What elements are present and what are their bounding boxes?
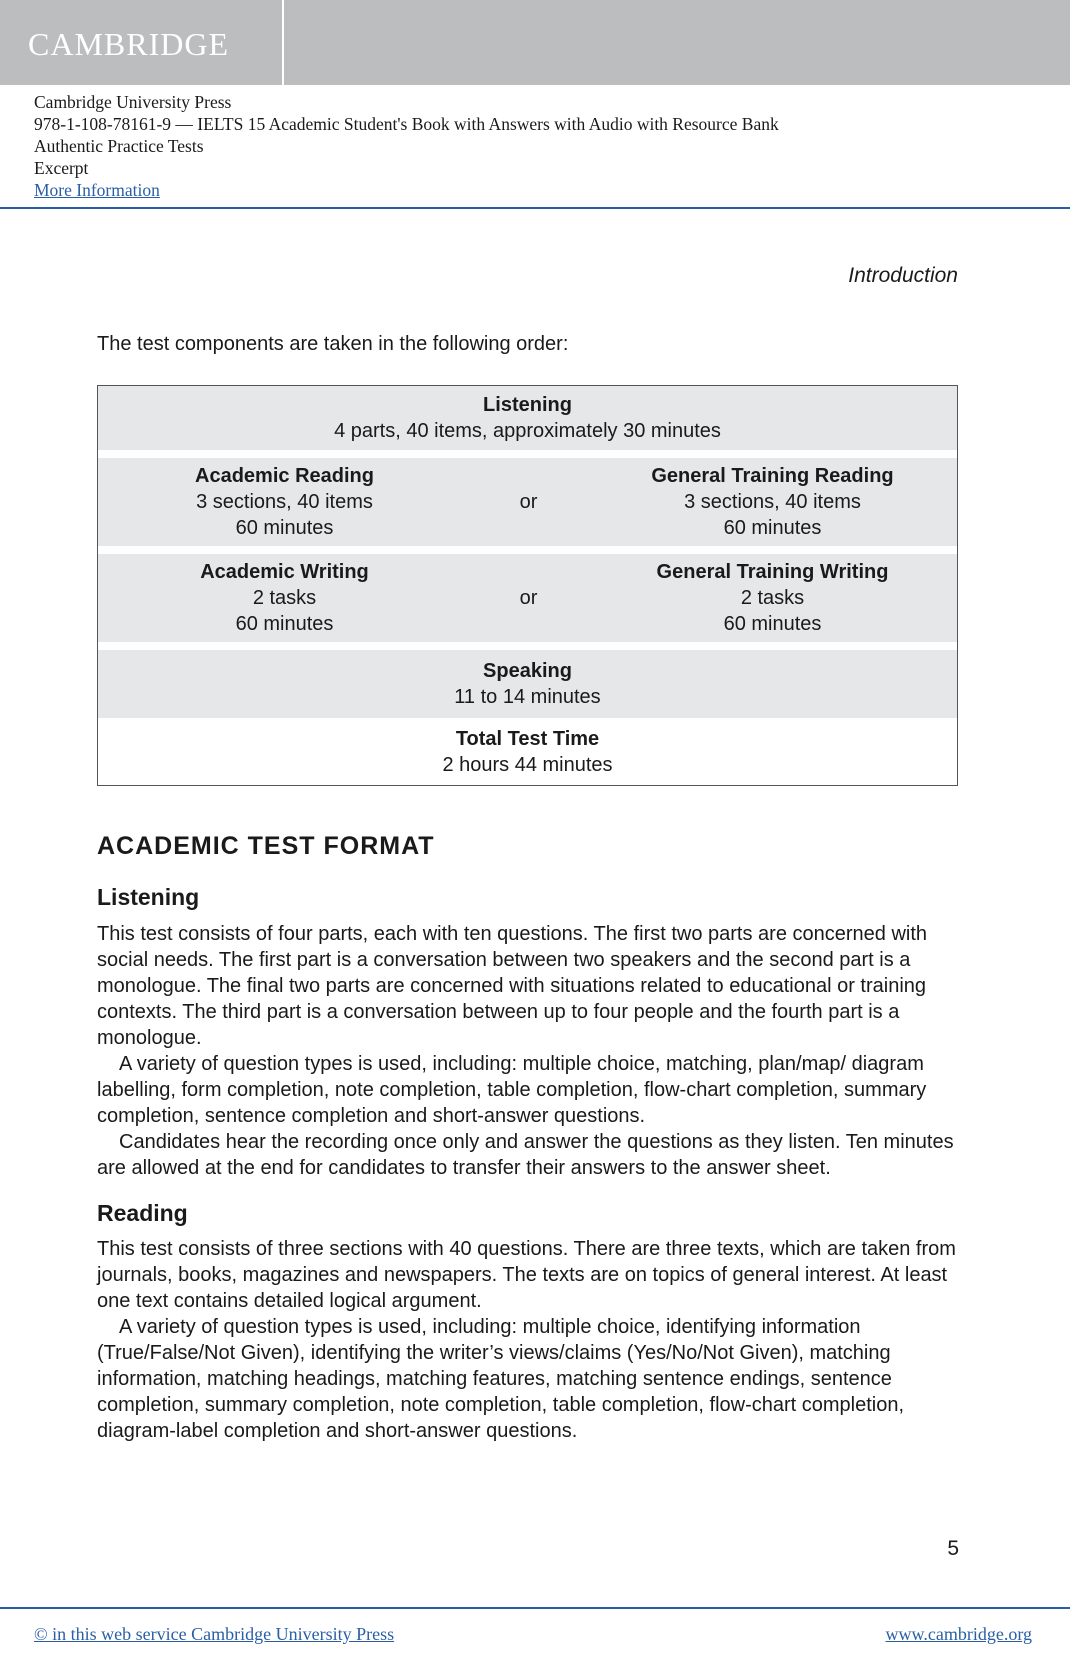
cambridge-logo: CAMBRIDGE	[28, 26, 230, 62]
book-metadata	[34, 91, 779, 201]
section-heading: ACADEMIC TEST FORMAT	[97, 832, 435, 860]
listening-detail: 4 parts, 40 items, approximately 30 minutes	[334, 420, 721, 442]
gt-reading-line2: 60 minutes	[723, 517, 822, 539]
running-head: Introduction	[848, 264, 958, 287]
more-information-link[interactable]: More Information	[34, 180, 160, 200]
table-row-writing	[98, 554, 957, 642]
total-title: Total Test Time	[455, 727, 600, 750]
page-number: 5	[947, 1537, 959, 1560]
reading-heading: Reading	[97, 1200, 188, 1226]
table-row-listening	[98, 386, 957, 450]
series-name: Authentic Practice Tests	[34, 136, 204, 156]
publisher: Cambridge University Press	[34, 92, 232, 112]
listening-paragraph-1: This test consists of four parts, each with ten questions. The first two parts are concerned with social needs. The first part is a conversation between two speakers and the second part is a monologue. The final two parts are concerned with situations related to educational or training contexts. The third part is a conversation between up to four people and the fourth part is a monologue.	[97, 923, 928, 1049]
academic-reading-title: Academic Reading	[195, 465, 374, 487]
intro-line: The test components are taken in the following order:	[97, 333, 569, 355]
listening-heading: Listening	[97, 884, 200, 910]
top-banner	[0, 0, 1070, 85]
copyright-link[interactable]: © in this web service Cambridge University Press	[34, 1624, 395, 1644]
banner-divider	[282, 0, 284, 85]
table-row-total	[98, 718, 957, 785]
listening-paragraph-3: Candidates hear the recording once only and answer the questions as they listen. Ten minutes are allowed at the end for candidates to transfer their answers to the answer sheet.	[97, 1131, 954, 1179]
excerpt-label: Excerpt	[34, 158, 89, 178]
isbn-title: 978-1-108-78161-9 — IELTS 15 Academic Student's Book with Answers with Audio with Resource Bank	[34, 114, 779, 134]
reading-paragraph-1: This test consists of three sections with 40 questions. There are three texts, which are taken from journals, books, magazines and newspapers. The texts are on topics of general interest. At least one text contains detailed logical argument.	[97, 1238, 956, 1312]
cambridge-url-link[interactable]: www.cambridge.org	[885, 1624, 1032, 1644]
speaking-detail: 11 to 14 minutes	[454, 686, 601, 708]
writing-or: or	[519, 587, 538, 609]
test-components-table	[97, 385, 958, 786]
table-row-speaking	[98, 650, 957, 718]
total-detail: 2 hours 44 minutes	[442, 753, 613, 776]
table-row-reading	[98, 458, 957, 546]
academic-writing-title: Academic Writing	[200, 561, 369, 583]
reading-body	[97, 1236, 969, 1444]
academic-reading-line2: 60 minutes	[235, 517, 334, 539]
reading-or: or	[519, 491, 538, 513]
gt-reading-line1: 3 sections, 40 items	[684, 491, 861, 513]
gt-writing-line2: 60 minutes	[723, 613, 822, 635]
speaking-title: Speaking	[483, 660, 572, 682]
listening-paragraph-2: A variety of question types is used, including: multiple choice, matching, plan/map/ diagram labelling, form completion, note completion, table completion, flow-chart completion, summary completion, sentence completion and short-answer questions.	[97, 1053, 927, 1127]
academic-writing-line1: 2 tasks	[252, 587, 317, 609]
listening-title: Listening	[483, 394, 572, 416]
academic-reading-line1: 3 sections, 40 items	[196, 491, 373, 513]
gt-reading-title: General Training Reading	[651, 465, 894, 487]
header-rule	[0, 207, 1070, 209]
footer-rule	[0, 1607, 1070, 1609]
gt-writing-line1: 2 tasks	[740, 587, 805, 609]
listening-body	[97, 921, 969, 1181]
reading-paragraph-2: A variety of question types is used, including: multiple choice, identifying information (True/False/Not Given), identifying the writer’s views/claims (Yes/No/Not Given), matching information, matching headings, matching features, matching sentence endings, sentence completion, summary completion, note completion, table completion, flow-chart completion, diagram-label completion and short-answer questions.	[97, 1316, 905, 1442]
gt-writing-title: General Training Writing	[656, 561, 889, 583]
academic-writing-line2: 60 minutes	[235, 613, 334, 635]
